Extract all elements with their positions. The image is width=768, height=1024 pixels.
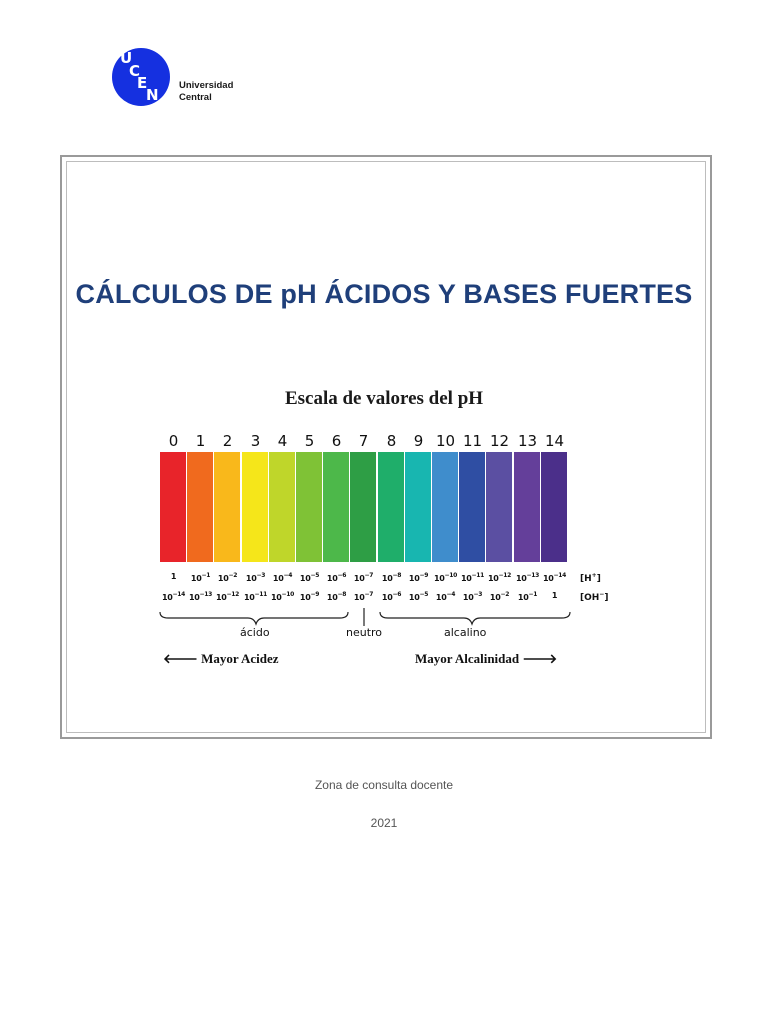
- oh-concentration-12: $10^{-2}$: [489, 591, 510, 602]
- h-concentration-14: $10^{-14}$: [542, 572, 567, 583]
- more-alkalinity-label: Mayor Alcalinidad 🡒: [415, 651, 558, 666]
- oh-concentration-13: $10^{-1}$: [517, 591, 538, 602]
- logo-letter-e: E: [137, 74, 148, 92]
- figure-title: Escala de valores del pH: [284, 388, 484, 409]
- footer-subtitle: Zona de consulta docente: [314, 778, 454, 792]
- alkaline-brace: [380, 612, 570, 624]
- oh-concentration-0: $10^{-14}$: [161, 591, 186, 602]
- h-concentration-8: $10^{-8}$: [381, 572, 402, 583]
- ph-number-0: 0: [168, 432, 179, 450]
- h-concentration-5: $10^{-5}$: [299, 572, 320, 583]
- ph-number-10: 10: [435, 432, 456, 450]
- h-concentration-10: $10^{-10}$: [433, 572, 458, 583]
- university-name-line1: Universidad: [179, 80, 234, 91]
- oh-concentration-4: $10^{-10}$: [270, 591, 295, 602]
- oh-concentration-1: $10^{-13}$: [188, 591, 213, 602]
- h-concentration-11: $10^{-11}$: [460, 572, 485, 583]
- logo-letter-u: U: [120, 49, 133, 67]
- ph-number-9: 9: [413, 432, 424, 450]
- ph-number-4: 4: [277, 432, 288, 450]
- oh-ion-label: [OH−]: [580, 591, 609, 603]
- h-concentration-9: $10^{-9}$: [408, 572, 429, 583]
- oh-concentration-2: $10^{-12}$: [215, 591, 240, 602]
- h-concentration-6: $10^{-6}$: [326, 572, 347, 583]
- neutral-label: neutro: [346, 626, 383, 639]
- logo-letter-c: C: [129, 62, 141, 80]
- ph-number-1: 1: [195, 432, 206, 450]
- h-concentration-7: $10^{-7}$: [353, 572, 374, 583]
- logo-letter-n: N: [146, 86, 159, 104]
- oh-concentration-10: $10^{-4}$: [435, 591, 456, 602]
- ph-number-11: 11: [462, 432, 483, 450]
- ph-number-13: 13: [517, 432, 538, 450]
- document-title: CÁLCULOS DE pH ÁCIDOS Y BASES FUERTES: [75, 279, 693, 309]
- oh-concentration-11: $10^{-3}$: [462, 591, 483, 602]
- oh-concentration-5: $10^{-9}$: [299, 591, 320, 602]
- ph-number-14: 14: [544, 432, 565, 450]
- university-name-line2: Central: [179, 92, 212, 103]
- ph-number-3: 3: [250, 432, 261, 450]
- alkaline-label: alcalino: [444, 626, 487, 639]
- ph-number-5: 5: [304, 432, 315, 450]
- ph-number-7: 7: [358, 432, 369, 450]
- h-concentration-1: $10^{-1}$: [190, 572, 211, 583]
- h-concentration-13: $10^{-13}$: [515, 572, 540, 583]
- more-acidity-label: 🡐 Mayor Acidez: [163, 651, 279, 666]
- ph-number-8: 8: [386, 432, 397, 450]
- h-concentration-3: $10^{-3}$: [245, 572, 266, 583]
- h-concentration-2: $10^{-2}$: [217, 572, 238, 583]
- oh-concentration-9: $10^{-5}$: [408, 591, 429, 602]
- ph-number-2: 2: [222, 432, 233, 450]
- acid-brace: [160, 612, 348, 624]
- oh-concentration-3: $10^{-11}$: [243, 591, 268, 602]
- oh-concentration-14: 1: [551, 591, 558, 600]
- acid-label: ácido: [240, 626, 270, 639]
- oh-concentration-6: $10^{-8}$: [326, 591, 347, 602]
- ph-number-6: 6: [331, 432, 342, 450]
- oh-concentration-8: $10^{-6}$: [381, 591, 402, 602]
- h-concentration-12: $10^{-12}$: [487, 572, 512, 583]
- oh-concentration-7: $10^{-7}$: [353, 591, 374, 602]
- h-ion-label: [H+]: [580, 572, 601, 584]
- h-concentration-4: $10^{-4}$: [272, 572, 293, 583]
- h-concentration-0: 1: [170, 572, 177, 581]
- ph-number-12: 12: [489, 432, 510, 450]
- footer-year: 2021: [370, 816, 398, 830]
